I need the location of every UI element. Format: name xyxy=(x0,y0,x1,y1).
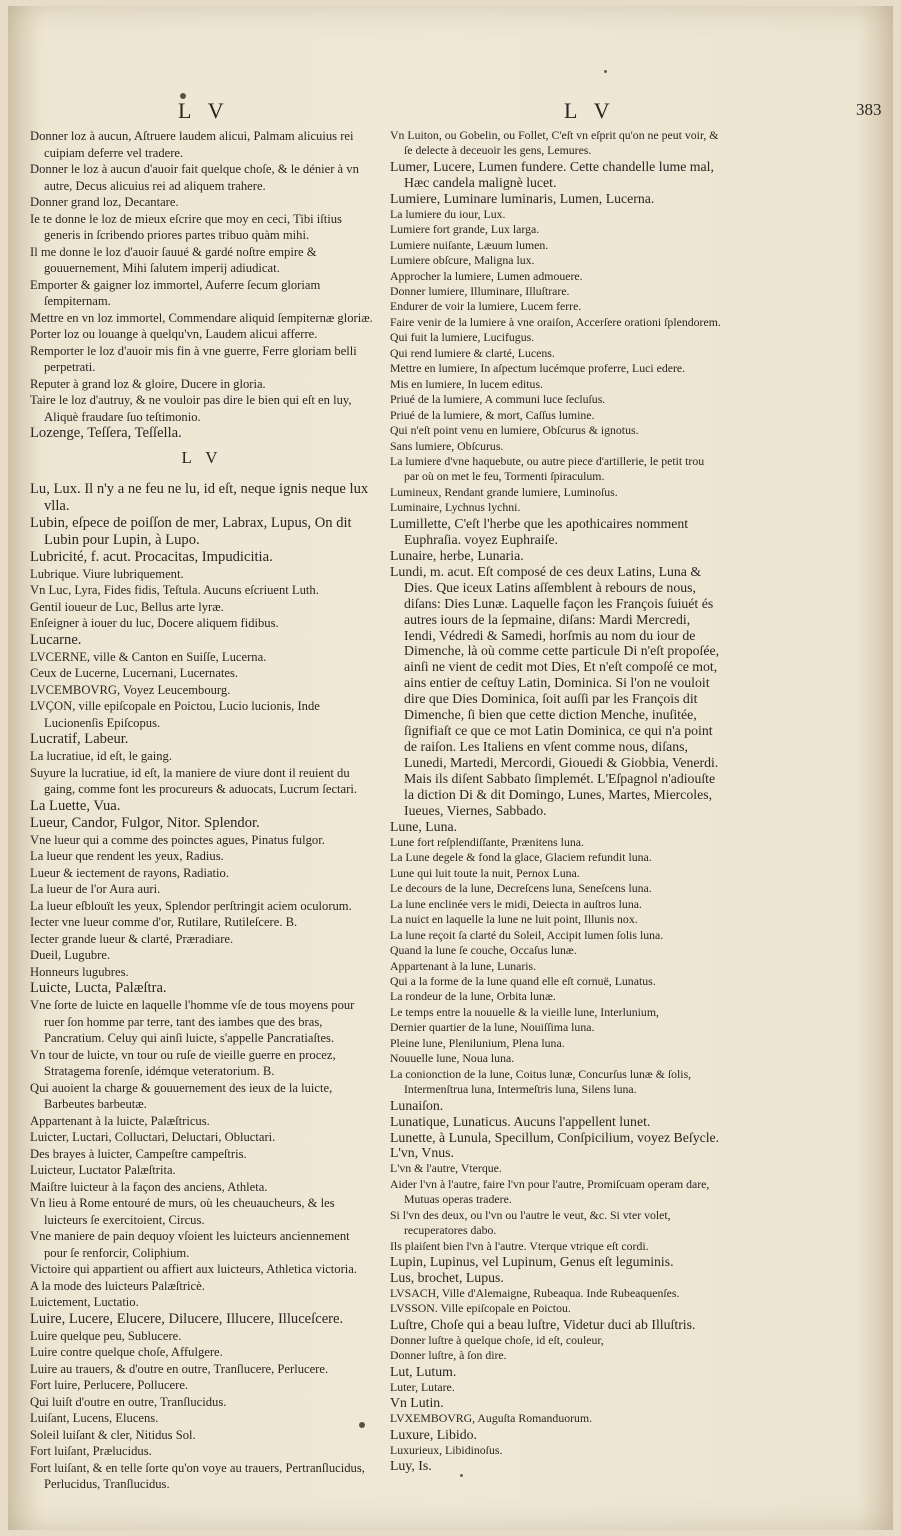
dictionary-entry: Lumiere fort grande, Lux larga. xyxy=(390,222,540,237)
dictionary-entry: Luicte, Lucta, Palæſtra. xyxy=(30,980,167,996)
dictionary-entry: Lunatique, Lunaticus. Aucuns l'appellent lunet. xyxy=(390,1113,651,1129)
dictionary-entry: Lubricité, f. acut. Procacitas, Impudicitia. xyxy=(30,548,273,565)
dictionary-entry: Approcher la lumiere, Lumen admouere. xyxy=(390,268,583,283)
dictionary-entry: Lueur, Candor, Fulgor, Nitor. Splendor. xyxy=(30,814,260,831)
ink-speck xyxy=(604,70,607,73)
right-column xyxy=(390,128,722,1474)
left-column xyxy=(30,128,374,1493)
dictionary-entry: Luter, Lutare. xyxy=(390,1379,455,1394)
dictionary-entry: Si l'vn des deux, ou l'vn ou l'autre le veut, &c. Si vter volet, recuperatores dabo. xyxy=(390,1207,671,1238)
dictionary-entry: Luiſant, Lucens, Elucens. xyxy=(30,1411,159,1425)
dictionary-entry: Lubrique. Viure lubriquement. xyxy=(30,566,184,581)
dictionary-entry: Gentil ioueur de Luc, Bellus arte lyræ. xyxy=(30,599,224,614)
dictionary-entry: Fort luire, Perlucere, Pollucere. xyxy=(30,1378,189,1392)
dictionary-entry: Iecter vne lueur comme d'or, Rutilare, Rutileſcere. B. xyxy=(30,915,298,929)
dictionary-entry: Luxurieux, Libidinoſus. xyxy=(390,1442,503,1457)
dictionary-entry: LVCERNE, ville & Canton en Suiſſe, Lucerna. xyxy=(30,649,267,664)
dictionary-entry: La lueur que rendent les yeux, Radius. xyxy=(30,849,224,863)
dictionary-entry: Lus, brochet, Lupus. xyxy=(390,1270,504,1286)
dictionary-entry: LVSSON. Ville epiſcopale en Poictou. xyxy=(390,1301,571,1316)
dictionary-entry: LVCEMBOVRG, Voyez Leucembourg. xyxy=(30,682,231,697)
dictionary-entry: L'vn, Vnus. xyxy=(390,1145,454,1161)
ink-dot xyxy=(359,1422,365,1428)
dictionary-entry: Lunaiſon. xyxy=(390,1097,444,1113)
dictionary-entry: Vne maniere de pain dequoy vſoient les luicteurs anciennement pour ſe renforcir, Coliphium. xyxy=(30,1229,350,1260)
dictionary-entry: Le temps entre la nouuelle & la vieille lune, Interlunium, xyxy=(390,1004,659,1019)
dictionary-entry: Luire quelque peu, Sublucere. xyxy=(30,1328,182,1343)
section-title: L V xyxy=(181,448,223,467)
dictionary-entry: La rondeur de la lune, Orbita lunæ. xyxy=(390,989,556,1004)
dictionary-entry: Lupin, Lupinus, vel Lupinum, Genus eſt leguminis. xyxy=(390,1254,674,1270)
dictionary-entry: La lumiere d'vne haquebute, ou autre piece d'artillerie, le petit trou par où on met le feu, Tormenti ſpiraculum. xyxy=(390,454,705,484)
ink-speck xyxy=(460,1474,463,1477)
right-entries xyxy=(390,128,722,1474)
dictionary-entry: Qui auoient la charge & gouuernement des ieux de la luicte, Barbeutes barbeutæ. xyxy=(30,1080,333,1111)
dictionary-entry: Lunaire, herbe, Lunaria. xyxy=(390,547,524,563)
dictionary-entry: Luicter, Luctari, Colluctari, Deluctari, Obluctari. xyxy=(30,1130,276,1144)
dictionary-entry: Remporter le loz d'auoir mis fin à vne guerre, Ferre gloriam belli perpetrati. xyxy=(30,343,357,374)
right-running-header: L V xyxy=(564,98,616,123)
dictionary-entry: A la mode des luicteurs Palæſtricè. xyxy=(30,1278,205,1293)
dictionary-entry: Qui a la forme de la lune quand elle eſt cornuë, Lunatus. xyxy=(390,973,656,988)
dictionary-entry: Maiſtre luicteur à la façon des anciens, Athleta. xyxy=(30,1179,268,1194)
dictionary-entry: Donner lumiere, Illuminare, Illuſtrare. xyxy=(390,284,570,299)
dictionary-entry: Lucarne. xyxy=(30,631,82,648)
dictionary-entry: Ils plaiſent bien l'vn à l'autre. Vterque vtrique eſt cordi. xyxy=(390,1238,649,1253)
dictionary-entry: Lune qui luit toute la nuit, Pernox Luna. xyxy=(390,865,580,880)
dictionary-entry: Vn Luc, Lyra, Fides fidis, Teſtula. Aucuns eſcriuent Luth. xyxy=(30,583,319,597)
dictionary-entry: Enſeigner à iouer du luc, Docere aliquem fidibus. xyxy=(30,616,279,630)
dictionary-entry: Emporter & gaigner loz immortel, Auferre ſecum gloriam ſempiternam. xyxy=(30,277,321,308)
dictionary-entry: Nouuelle lune, Noua luna. xyxy=(390,1051,515,1066)
dictionary-entry: Donner le loz à aucun d'auoir fait quelque choſe, & le dénier à vn autre, Decus alicuius rei ad aliquem trahere. xyxy=(30,162,359,193)
dictionary-entry: Lumer, Lucere, Lumen fundere. Cette chandelle lume mal, Hæc candela malignè lucet. xyxy=(390,158,714,190)
dictionary-entry: La nuict en laquelle la lune ne luit point, Illunis nox. xyxy=(390,912,638,927)
dictionary-entry: Lucratif, Labeur. xyxy=(30,731,129,747)
dictionary-entry: LVSACH, Ville d'Alemaigne, Rubeaqua. Inde Rubeaquenſes. xyxy=(390,1286,680,1301)
dictionary-entry: Des brayes à luicter, Campeſtre campeſtris. xyxy=(30,1146,247,1161)
dictionary-entry: Il me donne le loz d'auoir ſauué & gardé noſtre empire & gouuernement, Mihi ſalutem imperij adiudicat. xyxy=(30,244,317,275)
dictionary-entry: Lumiere obſcure, Maligna lux. xyxy=(390,253,535,268)
dictionary-entry: Qui rend lumiere & clarté, Lucens. xyxy=(390,345,555,360)
dictionary-entry: La lucratiue, id eſt, le gaing. xyxy=(30,749,172,763)
dictionary-entry: Donner loz à aucun, Aſtruere laudem alicui, Palmam alicuius rei cuipiam deferre vel tradere. xyxy=(30,129,354,160)
dictionary-entry: Priué de la lumiere, & mort, Caſſus lumine. xyxy=(390,407,595,422)
dictionary-entry: La Luette, Vua. xyxy=(30,797,121,814)
dictionary-entry: Lune fort reſplendiſſante, Prænitens luna. xyxy=(390,834,584,849)
dictionary-entry: Vne ſorte de luicte en laquelle l'homme vſe de tous moyens pour ruer ſon homme par terre, tant des iambes que des bras, Pancratium. Celuy qui ainſi luicte, s'appelle Pancratiaſtes. xyxy=(30,998,355,1045)
dictionary-entry: Ceux de Lucerne, Lucernani, Lucernates. xyxy=(30,666,239,680)
dictionary-entry: Luminaire, Lychnus lychni. xyxy=(390,500,521,515)
dictionary-entry: L'vn & l'autre, Vterque. xyxy=(390,1161,502,1176)
dictionary-entry: Soleil luiſant & cler, Nitidus Sol. xyxy=(30,1427,196,1442)
dictionary-entry: La conionction de la lune, Coitus lunæ, Concurſus lunæ & ſolis, Intermenſtrua luna, Intermeſtris luna, Silens luna. xyxy=(390,1066,692,1097)
dictionary-entry: Mettre en vn loz immortel, Commendare aliquid ſempiternæ gloriæ. xyxy=(30,310,373,325)
dictionary-entry: Faire venir de la lumiere à vne oraiſon, Accerſere orationi ſplendorem. xyxy=(390,314,721,329)
dictionary-entry: Donner luſtre à quelque choſe, id eſt, couleur, xyxy=(390,1332,604,1347)
dictionary-entry: LVXEMBOVRG, Auguſta Romanduorum. xyxy=(390,1411,593,1426)
dictionary-entry: Lunette, à Lunula, Specillum, Conſpicilium, voyez Beſycle. xyxy=(390,1129,720,1145)
dictionary-entry: Luxure, Libido. xyxy=(390,1426,477,1442)
dictionary-entry: La lueur eſblouït les yeux, Splendor perſtringit aciem oculorum. xyxy=(30,898,352,913)
dictionary-entry: La Lune degele & fond la glace, Glaciem refundit luna. xyxy=(390,850,652,865)
dictionary-entry: Lubin, eſpece de poiſſon de mer, Labrax, Lupus, On dit Lubin pour Lupin, à Lupo. xyxy=(30,514,352,548)
left-entries-2 xyxy=(30,481,374,1493)
dictionary-entry: Appartenant à la lune, Lunaris. xyxy=(390,958,537,973)
dictionary-entry: Qui n'eſt point venu en lumiere, Obſcurus & ignotus. xyxy=(390,423,639,438)
dictionary-entry: Porter loz ou louange à quelqu'vn, Laudem alicui afferre. xyxy=(30,327,318,341)
dictionary-entry: Luicteur, Luctator Palæſtrita. xyxy=(30,1163,176,1177)
page-number: 383 xyxy=(856,100,882,119)
dictionary-entry: Mettre en lumiere, In aſpectum lucémque proferre, Luci edere. xyxy=(390,361,686,376)
dictionary-entry: Ie te donne le loz de mieux eſcrire que moy en ceci, Tibi iſtius generis in ſcribendo priores partes tribuo quàm mihi. xyxy=(30,211,342,242)
dictionary-entry: Quand la lune ſe couche, Occaſus lunæ. xyxy=(390,943,577,958)
dictionary-entry: Fort luiſant, & en telle ſorte qu'on voye au trauers, Pertranſlucidus, Perlucidus, Tranſlucidus. xyxy=(30,1460,365,1491)
dictionary-entry: Dernier quartier de la lune, Nouiſſima luna. xyxy=(390,1020,595,1035)
dictionary-entry: Donner luſtre, à ſon dire. xyxy=(390,1348,507,1363)
dictionary-entry: Lumineux, Rendant grande lumiere, Luminoſus. xyxy=(390,484,618,499)
dictionary-entry: Lu, Lux. Il n'y a ne feu ne lu, id eſt, neque ignis neque lux vlla. xyxy=(30,480,369,514)
dictionary-entry: La lune reçoit ſa clarté du Soleil, Accipit lumen ſolis luna. xyxy=(390,927,664,942)
dictionary-entry: Vn tour de luicte, vn tour ou ruſe de vieille guerre en procez, Stratagema forenſe, idémque veteratorium. B. xyxy=(30,1047,336,1078)
dictionary-entry: Qui fuit la lumiere, Lucifugus. xyxy=(390,330,535,345)
dictionary-entry: Honneurs lugubres. xyxy=(30,964,129,979)
dictionary-entry: Endurer de voir la lumiere, Lucem ferre. xyxy=(390,299,582,314)
dictionary-entry: Lumiere nuiſante, Læuum lumen. xyxy=(390,237,549,252)
dictionary-entry: La lumiere du iour, Lux. xyxy=(390,206,506,221)
dictionary-entry: Reputer à grand loz & gloire, Ducere in gloria. xyxy=(30,376,266,391)
dictionary-entry: Luire au trauers, & d'outre en outre, Tranſlucere, Perlucere. xyxy=(30,1361,329,1376)
dictionary-entry: Luire contre quelque choſe, Affulgere. xyxy=(30,1345,223,1359)
left-running-header: L V xyxy=(178,98,230,123)
dictionary-entry: Vne lueur qui a comme des poinctes agues, Pinatus fulgor. xyxy=(30,832,325,847)
dictionary-entry: Mis en lumiere, In lucem editus. xyxy=(390,376,543,391)
dictionary-entry: Victoire qui appartient ou affiert aux luicteurs, Athletica victoria. xyxy=(30,1262,358,1276)
dictionary-entry: Luſtre, Choſe qui a beau luſtre, Videtur duci ab Illuſtris. xyxy=(390,1316,696,1332)
dictionary-entry: Iecter grande lueur & clarté, Præradiare. xyxy=(30,931,234,946)
dictionary-entry: Dueil, Lugubre. xyxy=(30,948,111,962)
dictionary-entry: Vn Luiton, ou Gobelin, ou Follet, C'eſt vn eſprit qu'on ne peut voir, & ſe delecte à deceuoir les gens, Lemures. xyxy=(390,128,719,158)
dictionary-entry: Lumiere, Luminare luminaris, Lumen, Lucerna. xyxy=(390,190,655,206)
dictionary-entry: Luictement, Luctatio. xyxy=(30,1295,139,1309)
dictionary-entry: Lut, Lutum. xyxy=(390,1363,457,1379)
dictionary-entry: Qui luiſt d'outre en outre, Tranſlucidus. xyxy=(30,1394,227,1409)
dictionary-entry: Lozenge, Teſſera, Teſſella. xyxy=(30,425,182,441)
dictionary-entry: Luire, Lucere, Elucere, Dilucere, Illucere, Illuceſcere. xyxy=(30,1310,344,1327)
dictionary-entry: La lune enclinée vers le midi, Deiecta in auſtros luna. xyxy=(390,896,642,911)
dictionary-entry: Fort luiſant, Prælucidus. xyxy=(30,1444,152,1458)
book-page xyxy=(8,6,893,1530)
dictionary-entry: Vn Lutin. xyxy=(390,1395,444,1411)
dictionary-entry: Priué de la lumiere, A communi luce ſecluſus. xyxy=(390,392,606,407)
dictionary-entry: Lune, Luna. xyxy=(390,818,458,834)
dictionary-entry: Luy, Is. xyxy=(390,1458,432,1474)
dictionary-entry: Lueur & iectement de rayons, Radiatio. xyxy=(30,865,229,880)
dictionary-entry: LVÇON, ville epiſcopale en Poictou, Lucio lucionis, Inde Lucionenſis Epiſcopus. xyxy=(30,699,320,730)
left-entries xyxy=(30,128,374,442)
dictionary-entry: Le decours de la lune, Decreſcens luna, Seneſcens luna. xyxy=(390,881,652,896)
dictionary-entry: La lueur de l'or Aura auri. xyxy=(30,882,161,896)
dictionary-entry: Vn lieu à Rome entouré de murs, où les cheuaucheurs, & les luicteurs ſe exercitoient, Circus. xyxy=(30,1196,335,1227)
dictionary-entry: Taire le loz d'autruy, & ne vouloir pas dire le bien qui eſt en luy, Aliquè fraudare ſuo teſtimonio. xyxy=(30,393,352,424)
dictionary-entry: Lundi, m. acut. Eſt composé de ces deux Latins, Luna & Dies. Que iceux Latins aſſemblent à rebours de nous, diſans: Dies Lunæ. Laquelle façon les François ſuiuét és autres iours de la ſepmaine, diſans: Mardi Mercredi, Iendi, Védredi & Samedi, horſmis au nom du iour de Dimenche, là où comme cette particule Di n'eſt propoſée, ainſi ne vient de cedit mot Dies, Et n'eſt compoſé ce mot, ains entier de ceſtuy Latin, Dominica. Si l'on ne vouloit dire que Dies Dominica, ſoit auſſi par les François dit Dimenche, ſi bien que cette diction Menche, inuſitée, ſignifiaſt ce que ce mot Latin Dominica, ce qui n'a point de raiſon. Les Italiens en vſent comme nous, diſans, Lunedi, Martedi, Mercordi, Giouedi & Giobbia, Venerdi. Mais ils diſent Sabbato ſimplemét. L'Eſpagnol n'adiouſte la diction Di & dit Domingo, Lunes, Martes, Miercoles, Iueues, Viernes, Sabbado. xyxy=(390,563,720,818)
dictionary-entry: Appartenant à la luicte, Palæſtricus. xyxy=(30,1113,210,1128)
dictionary-entry: Lumillette, C'eſt l'herbe que les apothicaires nomment Euphraſia. voyez Euphraiſe. xyxy=(390,515,689,547)
dictionary-entry: Donner grand loz, Decantare. xyxy=(30,195,179,209)
dictionary-entry: Aider l'vn à l'autre, faire l'vn pour l'autre, Promiſcuam operam dare, Mutuas operas tradere. xyxy=(390,1176,710,1207)
dictionary-entry: Pleine lune, Plenilunium, Plena luna. xyxy=(390,1035,565,1050)
dictionary-entry: Sans lumiere, Obſcurus. xyxy=(390,438,504,453)
dictionary-entry: Suyure la lucratiue, id eſt, la maniere de viure dont il reuient du gaing, comme font les procureurs & aduocats, Lucrum ſectari. xyxy=(30,765,357,796)
